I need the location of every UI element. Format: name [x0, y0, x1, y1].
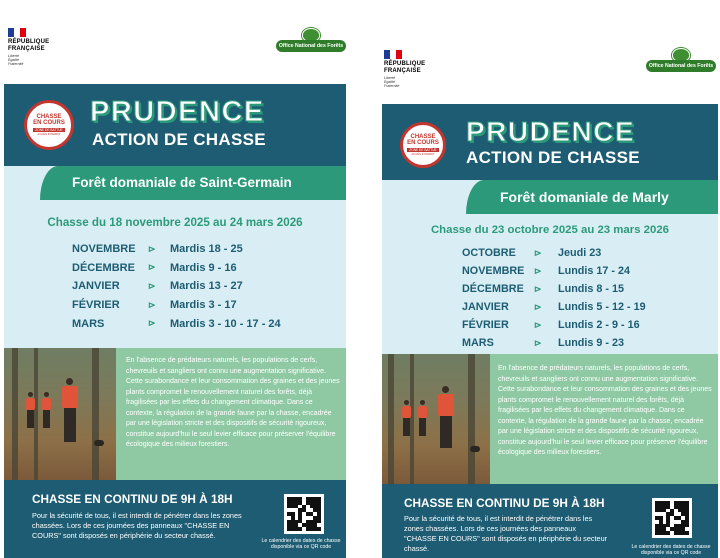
- onf-label: Office National des Forêts: [646, 60, 716, 72]
- info-section: [4, 348, 346, 480]
- republique-title-line: RÉPUBLIQUE: [384, 61, 426, 67]
- poster-header: [4, 84, 346, 166]
- poster-card: [382, 104, 718, 558]
- schedule-month: DÉCEMBRE: [72, 261, 135, 274]
- badge-sub: ZONE DE BATTUE: [35, 127, 63, 132]
- schedule-row: [72, 296, 281, 315]
- schedule-row: [462, 280, 646, 298]
- badge-foot: ACCÈS INTERDIT: [37, 132, 61, 136]
- qr-code-icon[interactable]: [652, 498, 692, 538]
- schedule-days: Mardis 9 - 16: [170, 261, 237, 274]
- poster-footer: [4, 480, 346, 558]
- arrow-right-icon: ⊳: [534, 301, 542, 312]
- schedule-row: [462, 316, 646, 334]
- schedule-month: NOVEMBRE: [72, 243, 136, 256]
- schedule-row: [462, 244, 646, 262]
- poster-title: PRUDENCE: [90, 96, 265, 128]
- schedule-list: [462, 244, 646, 352]
- schedule-row: [462, 262, 646, 280]
- badge-line: CHASSE: [36, 113, 62, 120]
- badge-line: CHASSE: [410, 133, 436, 140]
- qr-code-icon[interactable]: [284, 494, 324, 534]
- chasse-en-cours-badge: [400, 122, 446, 168]
- schedule-days: Mardis 18 - 25: [170, 243, 243, 256]
- schedule-days: Mardis 13 - 27: [170, 280, 243, 293]
- schedule-month: JANVIER: [72, 280, 120, 293]
- schedule-row: [72, 314, 281, 333]
- schedule-days: Mardis 3 - 17: [170, 299, 237, 312]
- arrow-right-icon: ⊳: [148, 280, 156, 291]
- badge-line: EN COURS: [407, 140, 439, 146]
- poster-header: [382, 104, 718, 180]
- republique-title-line: RÉPUBLIQUE: [8, 39, 50, 45]
- info-text: En l'absence de prédateurs naturels, les populations de cerfs, chevreuils et sangliers ont connu une augmentation significative. Cette surabondance et leur consommation des graines et des jeunes plants compromet le renouvellement naturel des forêts, déjà fragilisées par les effets du changement climatique. Dans ce contexte, la régulation de la grande faune par la chasse, encadrée par une législation stricte et des dispositifs de sécurité rigoureux, constitue aujourd'hui le seul levier efficace pour préserver l'équilibre écologique des milieux forestiers.: [498, 365, 712, 456]
- schedule-row: [462, 298, 646, 316]
- poster-subtitle: ACTION DE CHASSE: [92, 130, 266, 149]
- schedule-month: MARS: [462, 337, 494, 349]
- arrow-right-icon: ⊳: [148, 318, 156, 329]
- onf-logo: [276, 32, 346, 56]
- schedule-list: [72, 240, 281, 333]
- forest-name: Forêt domaniale de Saint-Germain: [40, 166, 346, 200]
- onf-logo: [646, 52, 716, 76]
- poster-topbar: [376, 0, 720, 88]
- arrow-right-icon: ⊳: [148, 299, 156, 310]
- schedule-month: OCTOBRE: [462, 247, 516, 259]
- info-text: En l'absence de prédateurs naturels, les populations de cerfs, chevreuils et sangliers ont connu une augmentation significative. Cette surabondance et leur consommation des graines et des jeunes plants compromet le renouvellement naturel des forêts, déjà fragilisées par les effets du changement climatique. Dans ce contexte, la régulation de la grande faune par la chasse, encadrée par une législation stricte et des dispositifs de sécurité rigoureux, constitue aujourd'hui le seul levier efficace pour préserver l'équilibre écologique des milieux forestiers.: [126, 357, 340, 448]
- footer-text: Pour la sécurité de tous, il est interdit de pénétrer dans les zones chassées. Lors de ces journées des panneaux "CHASSE EN COURS" sont disposés en périphérie du secteur chassé.: [32, 511, 242, 540]
- badge-sub: ZONE DE BATTUE: [409, 147, 437, 152]
- french-flag-icon: [8, 28, 26, 37]
- poster-footer: [382, 484, 718, 558]
- arrow-right-icon: ⊳: [148, 243, 156, 254]
- republique-francaise-logo: [384, 50, 454, 88]
- poster-topbar: [0, 0, 350, 84]
- schedule-month: JANVIER: [462, 301, 509, 313]
- info-section: [382, 354, 718, 484]
- footer-title: CHASSE EN CONTINU DE 9H À 18H: [404, 496, 605, 510]
- arrow-right-icon: ⊳: [148, 262, 156, 273]
- onf-label: Office National des Forêts: [276, 40, 346, 52]
- schedule-days: Lundis 5 - 12 - 19: [558, 301, 646, 313]
- republique-motto: Liberté Égalité Fraternité: [8, 54, 24, 66]
- schedule-month: NOVEMBRE: [462, 265, 525, 277]
- qr-note: Le calendrier des dates de chasse disponible via ce QR code: [261, 538, 341, 550]
- french-flag-icon: [384, 50, 402, 59]
- poster-card: [4, 84, 346, 558]
- schedule-days: Lundis 2 - 9 - 16: [558, 319, 640, 331]
- republique-title-line: FRANÇAISE: [384, 67, 421, 74]
- badge-line: EN COURS: [33, 120, 65, 126]
- poster-title: PRUDENCE: [466, 116, 636, 147]
- republique-francaise-logo: [8, 28, 78, 66]
- hunting-period: Chasse du 23 octobre 2025 au 23 mars 2026: [430, 224, 670, 236]
- schedule-row: [72, 259, 281, 278]
- arrow-right-icon: ⊳: [534, 247, 542, 258]
- forest-name: Forêt domaniale de Marly: [466, 180, 718, 214]
- arrow-right-icon: ⊳: [534, 283, 542, 294]
- schedule-month: FÉVRIER: [72, 299, 120, 312]
- poster-saint-germain: [0, 0, 350, 558]
- hunters-photo: [4, 348, 116, 480]
- arrow-right-icon: ⊳: [534, 319, 542, 330]
- schedule-days: Lundis 17 - 24: [558, 265, 630, 277]
- arrow-right-icon: ⊳: [534, 265, 542, 276]
- schedule-days: Lundis 9 - 23: [558, 337, 624, 349]
- republique-motto: Liberté Égalité Fraternité: [384, 76, 400, 88]
- schedule-month: FÉVRIER: [462, 319, 509, 331]
- footer-title: CHASSE EN CONTINU DE 9H À 18H: [32, 492, 233, 506]
- chasse-en-cours-badge: [24, 100, 74, 150]
- arrow-right-icon: ⊳: [534, 337, 542, 348]
- badge-foot: ACCÈS INTERDIT: [411, 152, 435, 156]
- poster-subtitle: ACTION DE CHASSE: [466, 148, 640, 167]
- schedule-days: Lundis 8 - 15: [558, 283, 624, 295]
- schedule-row: [72, 277, 281, 296]
- republique-title-line: FRANÇAISE: [8, 45, 45, 52]
- hunting-period: Chasse du 18 novembre 2025 au 24 mars 2026: [47, 216, 303, 229]
- schedule-row: [462, 334, 646, 352]
- schedule-month: MARS: [72, 317, 105, 330]
- poster-marly: [376, 0, 720, 558]
- schedule-days: Jeudi 23: [558, 247, 602, 259]
- schedule-month: DÉCEMBRE: [462, 283, 524, 295]
- schedule-days: Mardis 3 - 10 - 17 - 24: [170, 317, 281, 330]
- schedule-row: [72, 240, 281, 259]
- hunters-photo: [382, 354, 490, 484]
- qr-note: Le calendrier des dates de chasse disponible via ce QR code: [631, 544, 711, 556]
- footer-text: Pour la sécurité de tous, il est interdit de pénétrer dans les zones chassées. Lors de ces journées des panneaux "CHASSE EN COURS" sont disposés en périphérie du secteur chassé.: [404, 514, 608, 553]
